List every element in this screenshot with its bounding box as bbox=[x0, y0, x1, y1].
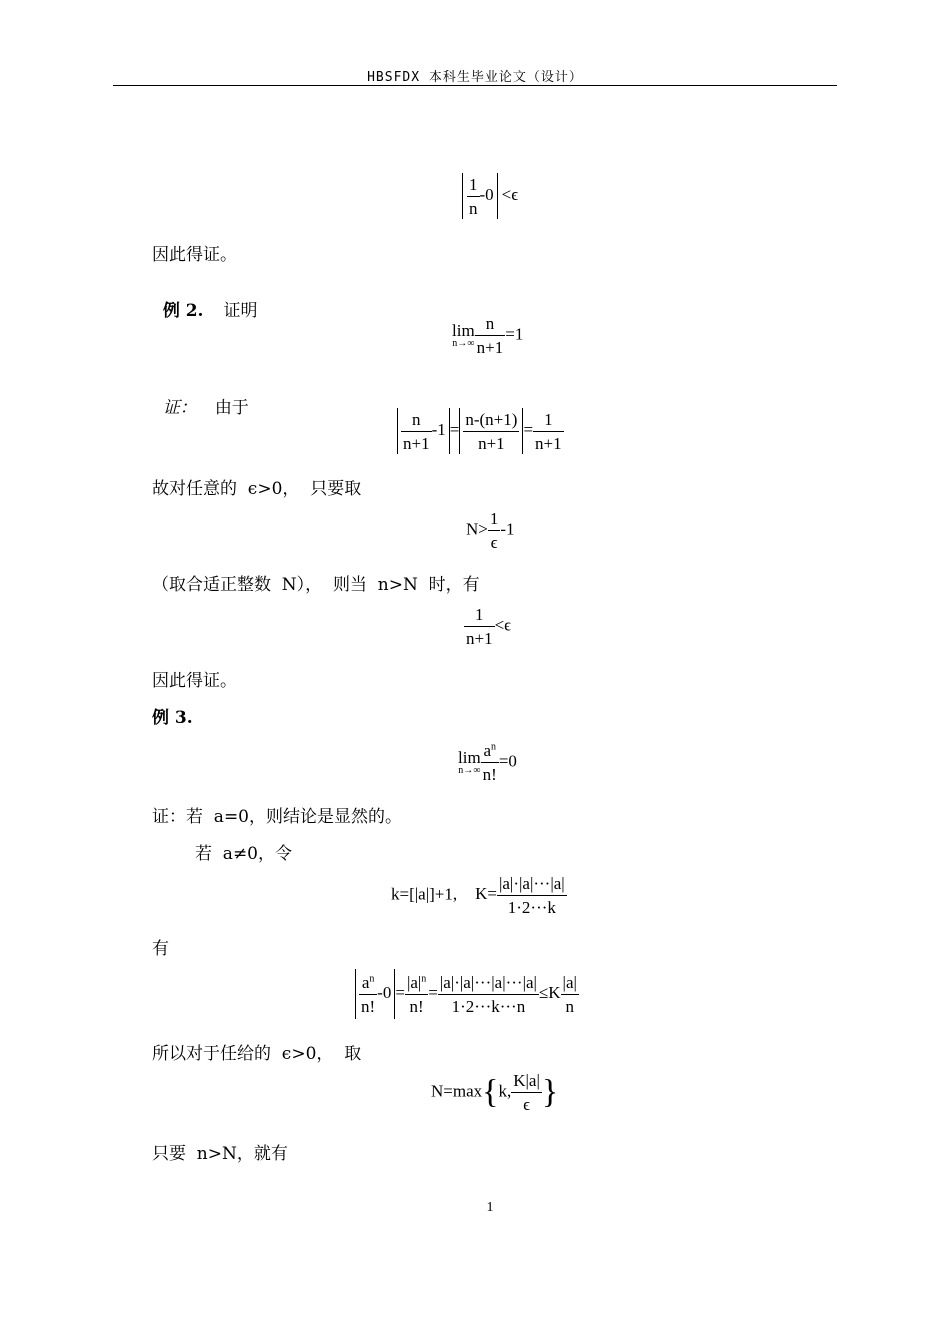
formula-k-K-definition: k=[|a|]+1, K= $\frac{|a|\cdot|a|\cdot\cdot\cdot|a|}{1\cdot 2\cdot\cdot\cdot k}$ bbox=[391, 874, 565, 917]
paragraph-for-any-epsilon: 故对任意的 ϵ>0， 只要取 bbox=[152, 479, 362, 499]
paragraph-have: 有 bbox=[152, 939, 169, 959]
page-number: 1 bbox=[486, 1200, 494, 1215]
paragraph-case-a-nonzero: 若 a≠0，令 bbox=[195, 844, 293, 864]
paragraph-case-a-zero: 证：若 a=0，则结论是显然的。 bbox=[152, 807, 403, 827]
formula-abs-1-over-n: $\frac{1}{n}$ -0 <ϵ bbox=[462, 173, 518, 219]
proof-conclusion-2: 因此得证。 bbox=[152, 671, 237, 691]
formula-1-over-n-plus-1: $\frac{1}{n+1}$ <ϵ bbox=[466, 605, 512, 648]
formula-abs-difference: $\frac{n}{n+1}$ -1 = $\frac{n-(n+1)}{n+1}$ = $\frac{1}{n+1}$ bbox=[397, 408, 564, 454]
example-3-heading: 例 3. bbox=[152, 708, 193, 728]
paragraph-whenever: 只要 n>N，就有 bbox=[152, 1144, 288, 1164]
formula-limit-a-pow-n-over-factorial: lim n→∞ $\frac{a^n}{n!}$ =0 bbox=[458, 741, 517, 784]
header-rule bbox=[113, 85, 837, 86]
formula-inequality-chain: $\frac{a^n}{n!}$ -0 = $\frac{|a|^n}{n!}$ = $\frac{|a|\cdot|a|\cdot\cdot\cdot|a|\cdot\cdot\cdot|a|}{1\cdot 2\cdot\cdot\cdot k\cdot\cdot\cdot n}$ ≤K $\frac{|a|}{n}$ bbox=[355, 969, 579, 1019]
formula-N-max: N=max{k, $\frac{K|a|}{\epsilon}$ } bbox=[431, 1071, 559, 1114]
page-header: HBSFDX 本科生毕业论文（设计） bbox=[367, 70, 583, 85]
proof-intro: 证： 由于 bbox=[162, 398, 249, 418]
example-2-heading: 例 2. 证明 bbox=[162, 301, 258, 321]
paragraph-so-for-any: 所以对于任给的 ϵ>0， 取 bbox=[152, 1044, 362, 1064]
formula-N-bound: N> $\frac{1}{\epsilon}$ -1 bbox=[466, 509, 515, 552]
formula-limit-n-over-n-plus-1: lim n→∞ $\frac{n}{n+1}$ =1 bbox=[452, 314, 524, 357]
proof-conclusion-1: 因此得证。 bbox=[152, 245, 237, 265]
paragraph-take-integer: （取合适正整数 N）， 则当 n>N 时，有 bbox=[152, 575, 480, 595]
